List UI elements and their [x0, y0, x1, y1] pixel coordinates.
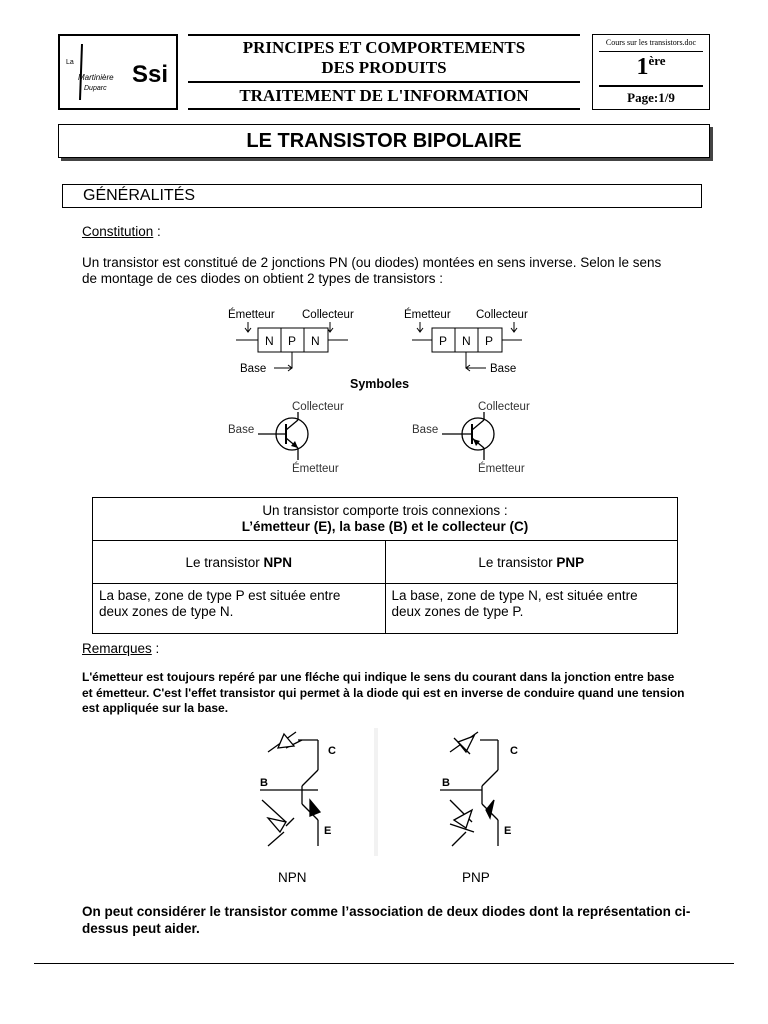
pnp-sym-collecteur: Collecteur: [478, 401, 530, 413]
header-title-line1: PRINCIPES ET COMPORTEMENTS: [242, 38, 526, 57]
remarques-label-text: Remarques: [82, 641, 152, 656]
page-number: Page:1/9: [627, 90, 675, 105]
pnp-desc-line2: deux zones de type P.: [391, 604, 524, 619]
header-title-block: [188, 34, 580, 110]
npn-c-label: C: [328, 745, 336, 757]
pnp-cell-1: P: [439, 334, 448, 348]
transistor-structure-figure: [222, 300, 552, 480]
constitution-line2: de montage de ces diodes on obtient 2 types de transistors :: [82, 271, 443, 286]
remarques-line3: est appliquée sur la base.: [82, 701, 229, 715]
diode-equivalent-figure: [240, 728, 540, 858]
npn-symbol: [228, 401, 344, 475]
npn-caption: NPN: [278, 870, 307, 885]
logo-box: [58, 34, 178, 110]
npn-cell-2: P: [288, 334, 297, 348]
pnp-emetteur-label: Émetteur: [404, 309, 451, 321]
logo-le: La: [66, 59, 74, 66]
pnp-symbol: [412, 401, 530, 475]
constitution-text: [82, 255, 722, 287]
pnp-header-bold: PNP: [556, 554, 585, 570]
page-title: LE TRANSISTOR BIPOLAIRE: [58, 124, 710, 158]
npn-desc-line1: La base, zone de type P est située entre: [99, 588, 341, 603]
school-logo: [60, 36, 176, 108]
remarques-label: [82, 641, 159, 657]
header-title-line3: TRAITEMENT DE L'INFORMATION: [239, 86, 529, 105]
table-intro-cell: [93, 498, 678, 541]
table-intro-line2: L’émetteur (E), la base (B) et le collecteur (C): [241, 519, 529, 534]
table-npn-desc: [93, 584, 386, 634]
table-header-npn: [93, 541, 386, 584]
npn-sym-collecteur: Collecteur: [292, 401, 344, 413]
pnp-diode-model: [440, 732, 498, 846]
npn-junction-diagram: [228, 308, 354, 375]
pnp-collecteur-label: Collecteur: [476, 309, 528, 321]
doc-name: Cours sur les transistors.doc: [605, 38, 697, 47]
npn-desc-line2: deux zones de type N.: [99, 604, 234, 619]
symboles-label: Symboles: [350, 377, 410, 391]
remarques-line2: et émetteur. C'est l'effet transistor qui permet à la diode qui est en inverse de conduire quand une tension: [82, 685, 685, 700]
npn-header-prefix: Le transistor: [185, 554, 264, 570]
pnp-cell-2: N: [462, 334, 471, 348]
constitution-colon: :: [153, 224, 161, 239]
remarques-line1: L'émetteur est toujours repéré par une fléche qui indique le sens du courant dans la jonction entre base: [82, 670, 675, 684]
class-level-num: 1: [636, 54, 649, 80]
logo-name: Martinière: [78, 73, 114, 82]
connections-table: [92, 497, 678, 634]
header-title-line2: DES PRODUITS: [321, 58, 447, 77]
npn-header-bold: NPN: [263, 554, 293, 570]
constitution-line1: Un transistor est constitué de 2 jonctions PN (ou diodes) montées en sens inverse. Selon le sens: [82, 255, 662, 270]
pnp-sym-base: Base: [412, 424, 439, 436]
footer-rule: [34, 963, 734, 964]
npn-base-label: Base: [240, 363, 267, 375]
table-header-pnp: [385, 541, 678, 584]
class-level: [593, 53, 709, 81]
pnp-e-label: E: [504, 825, 512, 837]
pnp-base-label: Base: [490, 363, 517, 375]
pnp-sym-emetteur: Émetteur: [478, 463, 525, 475]
pnp-cell-3: P: [485, 334, 494, 348]
conclusion-text: [82, 903, 742, 937]
table-intro-line1: Un transistor comporte trois connexions :: [262, 503, 508, 518]
pnp-caption: PNP: [462, 870, 490, 885]
npn-e-label: E: [324, 825, 332, 837]
section-heading: GÉNÉRALITÉS: [62, 184, 702, 208]
pnp-junction-diagram: [404, 308, 528, 375]
remarques-colon: :: [151, 641, 160, 656]
class-level-sup: ère: [648, 53, 666, 68]
conclusion-line1: On peut considérer le transistor comme l’association de deux diodes dont la représentation ci-: [82, 904, 691, 919]
remarques-text: [82, 670, 742, 717]
pnp-c-label: C: [510, 745, 518, 757]
npn-diode-model: [260, 732, 320, 846]
conclusion-line2: dessus peut aider.: [82, 921, 200, 936]
logo-ssi: Ssi: [132, 61, 169, 88]
pnp-desc-line1: La base, zone de type N, est située entre: [391, 588, 638, 603]
pnp-b-label: B: [442, 777, 450, 789]
pnp-header-prefix: Le transistor: [478, 554, 557, 570]
logo-sub: Duparc: [84, 85, 107, 92]
npn-sym-emetteur: Émetteur: [292, 463, 339, 475]
header-info-block: [592, 34, 710, 110]
npn-collecteur-label: Collecteur: [302, 309, 354, 321]
table-pnp-desc: [385, 584, 678, 634]
npn-b-label: B: [260, 777, 268, 789]
npn-emetteur-label: Émetteur: [228, 309, 275, 321]
npn-sym-base: Base: [228, 424, 255, 436]
constitution-label: [82, 224, 161, 240]
constitution-label-text: Constitution: [82, 224, 154, 239]
npn-cell-3: N: [311, 334, 320, 348]
npn-cell-1: N: [265, 334, 274, 348]
